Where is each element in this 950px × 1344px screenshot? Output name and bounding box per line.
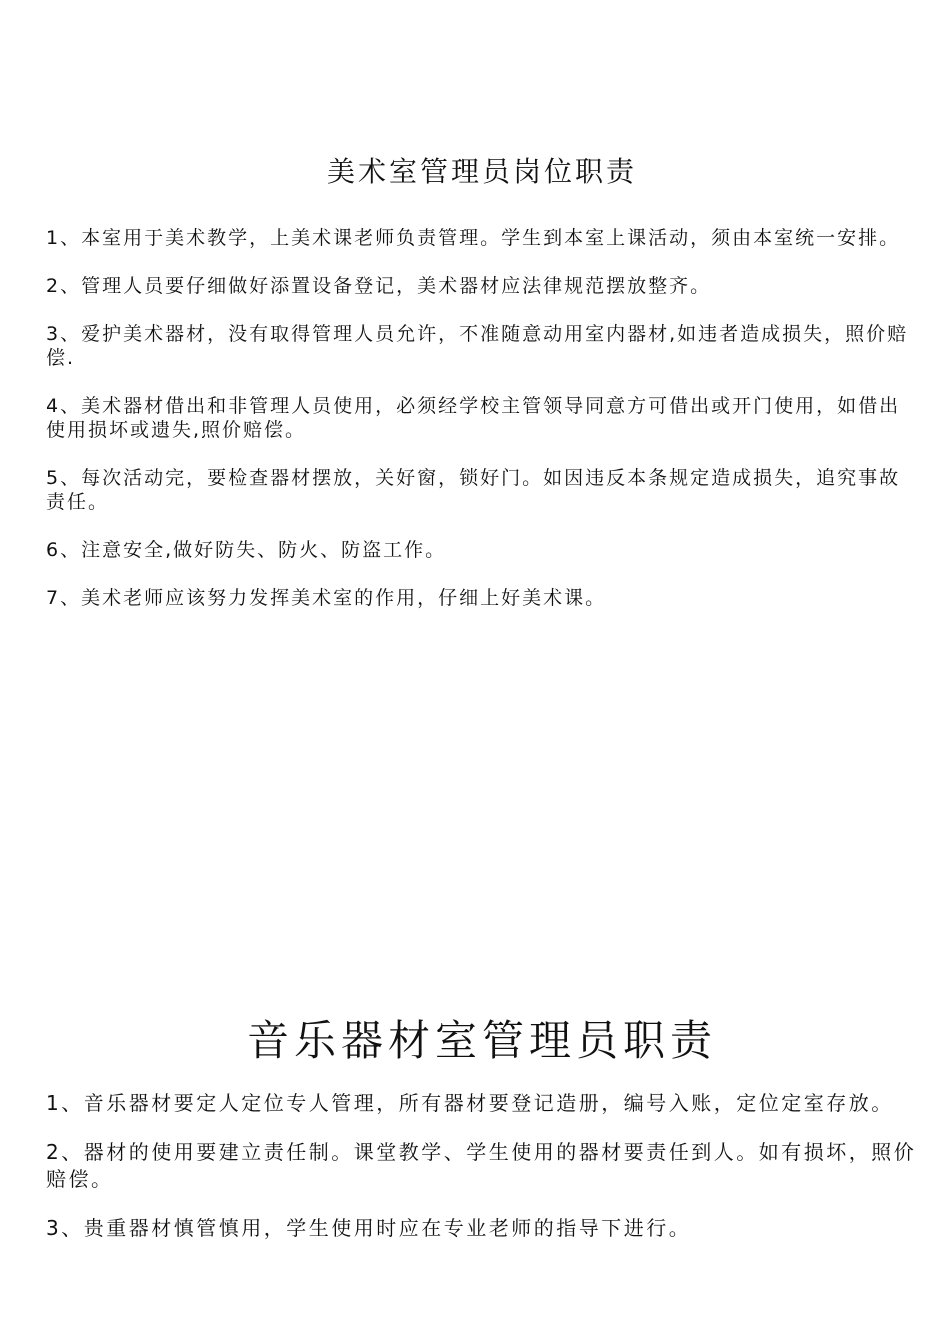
art-room-rule-2: 2、管理人员要仔细做好添置设备登记，美术器材应法律规范摆放整齐。 (46, 275, 712, 297)
art-room-rule-4: 4、美术器材借出和非管理人员使用，必须经学校主管领导同意方可借出或开门使用，如借出使用损坏或遗失,照价赔偿。 (46, 395, 901, 441)
music-room-rule-2: 2、器材的使用要建立责任制。课堂教学、学生使用的器材要责任到人。如有损坏，照价赔偿。 (46, 1140, 917, 1191)
music-room-section (46, 1008, 918, 1264)
art-room-rule-3: 3、爱护美术器材，没有取得管理人员允许，不准随意动用室内器材,如违者造成损失，照价赔偿. (46, 323, 909, 369)
art-room-rule-6: 6、注意安全,做好防失、防火、防盗工作。 (46, 539, 447, 561)
art-room-rule-5: 5、每次活动完，要检查器材摆放，关好窗，锁好门。如因违反本条规定造成损失，追究事故责任。 (46, 467, 901, 513)
art-room-rule-7: 7、美术老师应该努力发挥美术室的作用，仔细上好美术课。 (46, 587, 607, 609)
art-room-title: 美术室管理员岗位职责 (326, 155, 637, 188)
music-room-rule-3: 3、贵重器材慎管慎用，学生使用时应在专业老师的指导下进行。 (46, 1216, 692, 1240)
music-room-rule-1: 1、音乐器材要定人定位专人管理，所有器材要登记造册，编号入账，定位定室存放。 (46, 1091, 894, 1115)
art-room-rule-1: 1、本室用于美术教学，上美术课老师负责管理。学生到本室上课活动，须由本室统一安排。 (46, 227, 901, 249)
art-room-section (46, 150, 918, 634)
music-room-title: 音乐器材室管理员职责 (246, 1016, 717, 1065)
